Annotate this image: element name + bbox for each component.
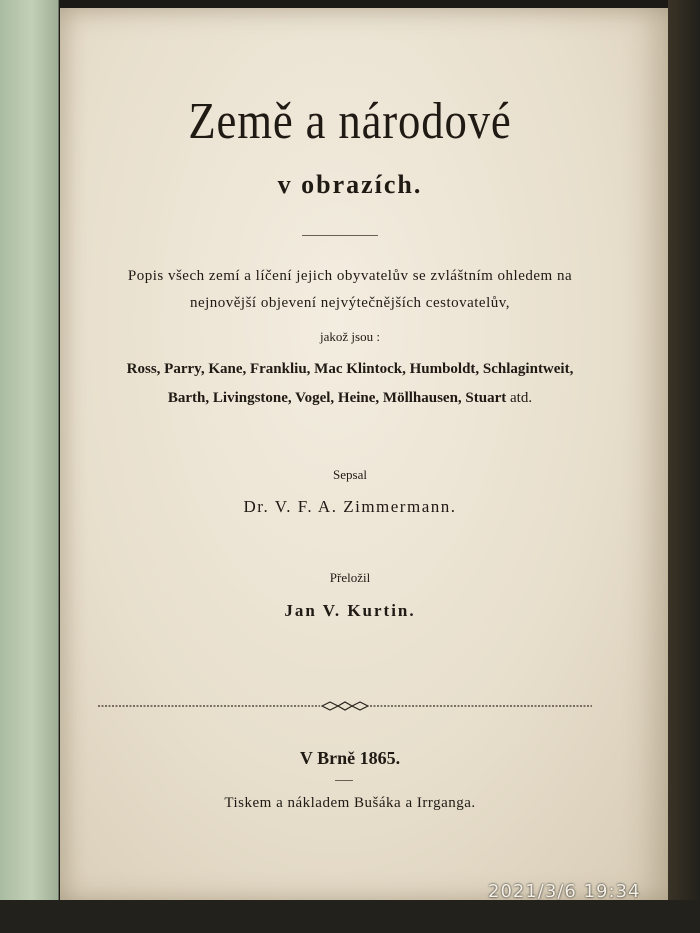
- book-subtitle: v obrazích.: [277, 170, 423, 199]
- author-label: Sepsal: [333, 467, 367, 482]
- ornament-icon: [98, 699, 592, 713]
- imprint-printer: Tiskem a nákladem Bušáka a Irrganga.: [224, 795, 476, 811]
- explorers-line-2: [0, 390, 700, 407]
- imprint-place-year: V Brně 1865.: [299, 748, 401, 768]
- description-line-2: nejnovější objevení nejvýtečnějších cestovatelův,: [189, 295, 511, 311]
- imprint-divider: [335, 780, 353, 781]
- photo-timestamp: 2021/3/6 19:34: [488, 881, 641, 902]
- title-divider: [302, 235, 378, 236]
- description-line-3: jakož jsou :: [320, 329, 380, 344]
- translator-name: Jan V. Kurtin.: [284, 601, 416, 620]
- explorers-line-2-suffix: atd.: [510, 390, 533, 406]
- author-name: Dr. V. F. A. Zimmermann.: [243, 497, 457, 516]
- book-title: Země a národové: [188, 93, 512, 150]
- table-surface: [0, 900, 700, 933]
- ornamental-rule: [98, 698, 592, 712]
- translator-label: Přeložil: [329, 570, 371, 585]
- explorers-line-1: Ross, Parry, Kane, Frankliu, Mac Klintock, Humboldt, Schlagintweit,: [126, 361, 574, 377]
- explorers-line-2-names: Barth, Livingstone, Vogel, Heine, Möllhausen, Stuart: [167, 390, 507, 406]
- description-line-1: Popis všech zemí a líčení jejich obyvatelův se zvláštním ohledem na: [127, 268, 573, 284]
